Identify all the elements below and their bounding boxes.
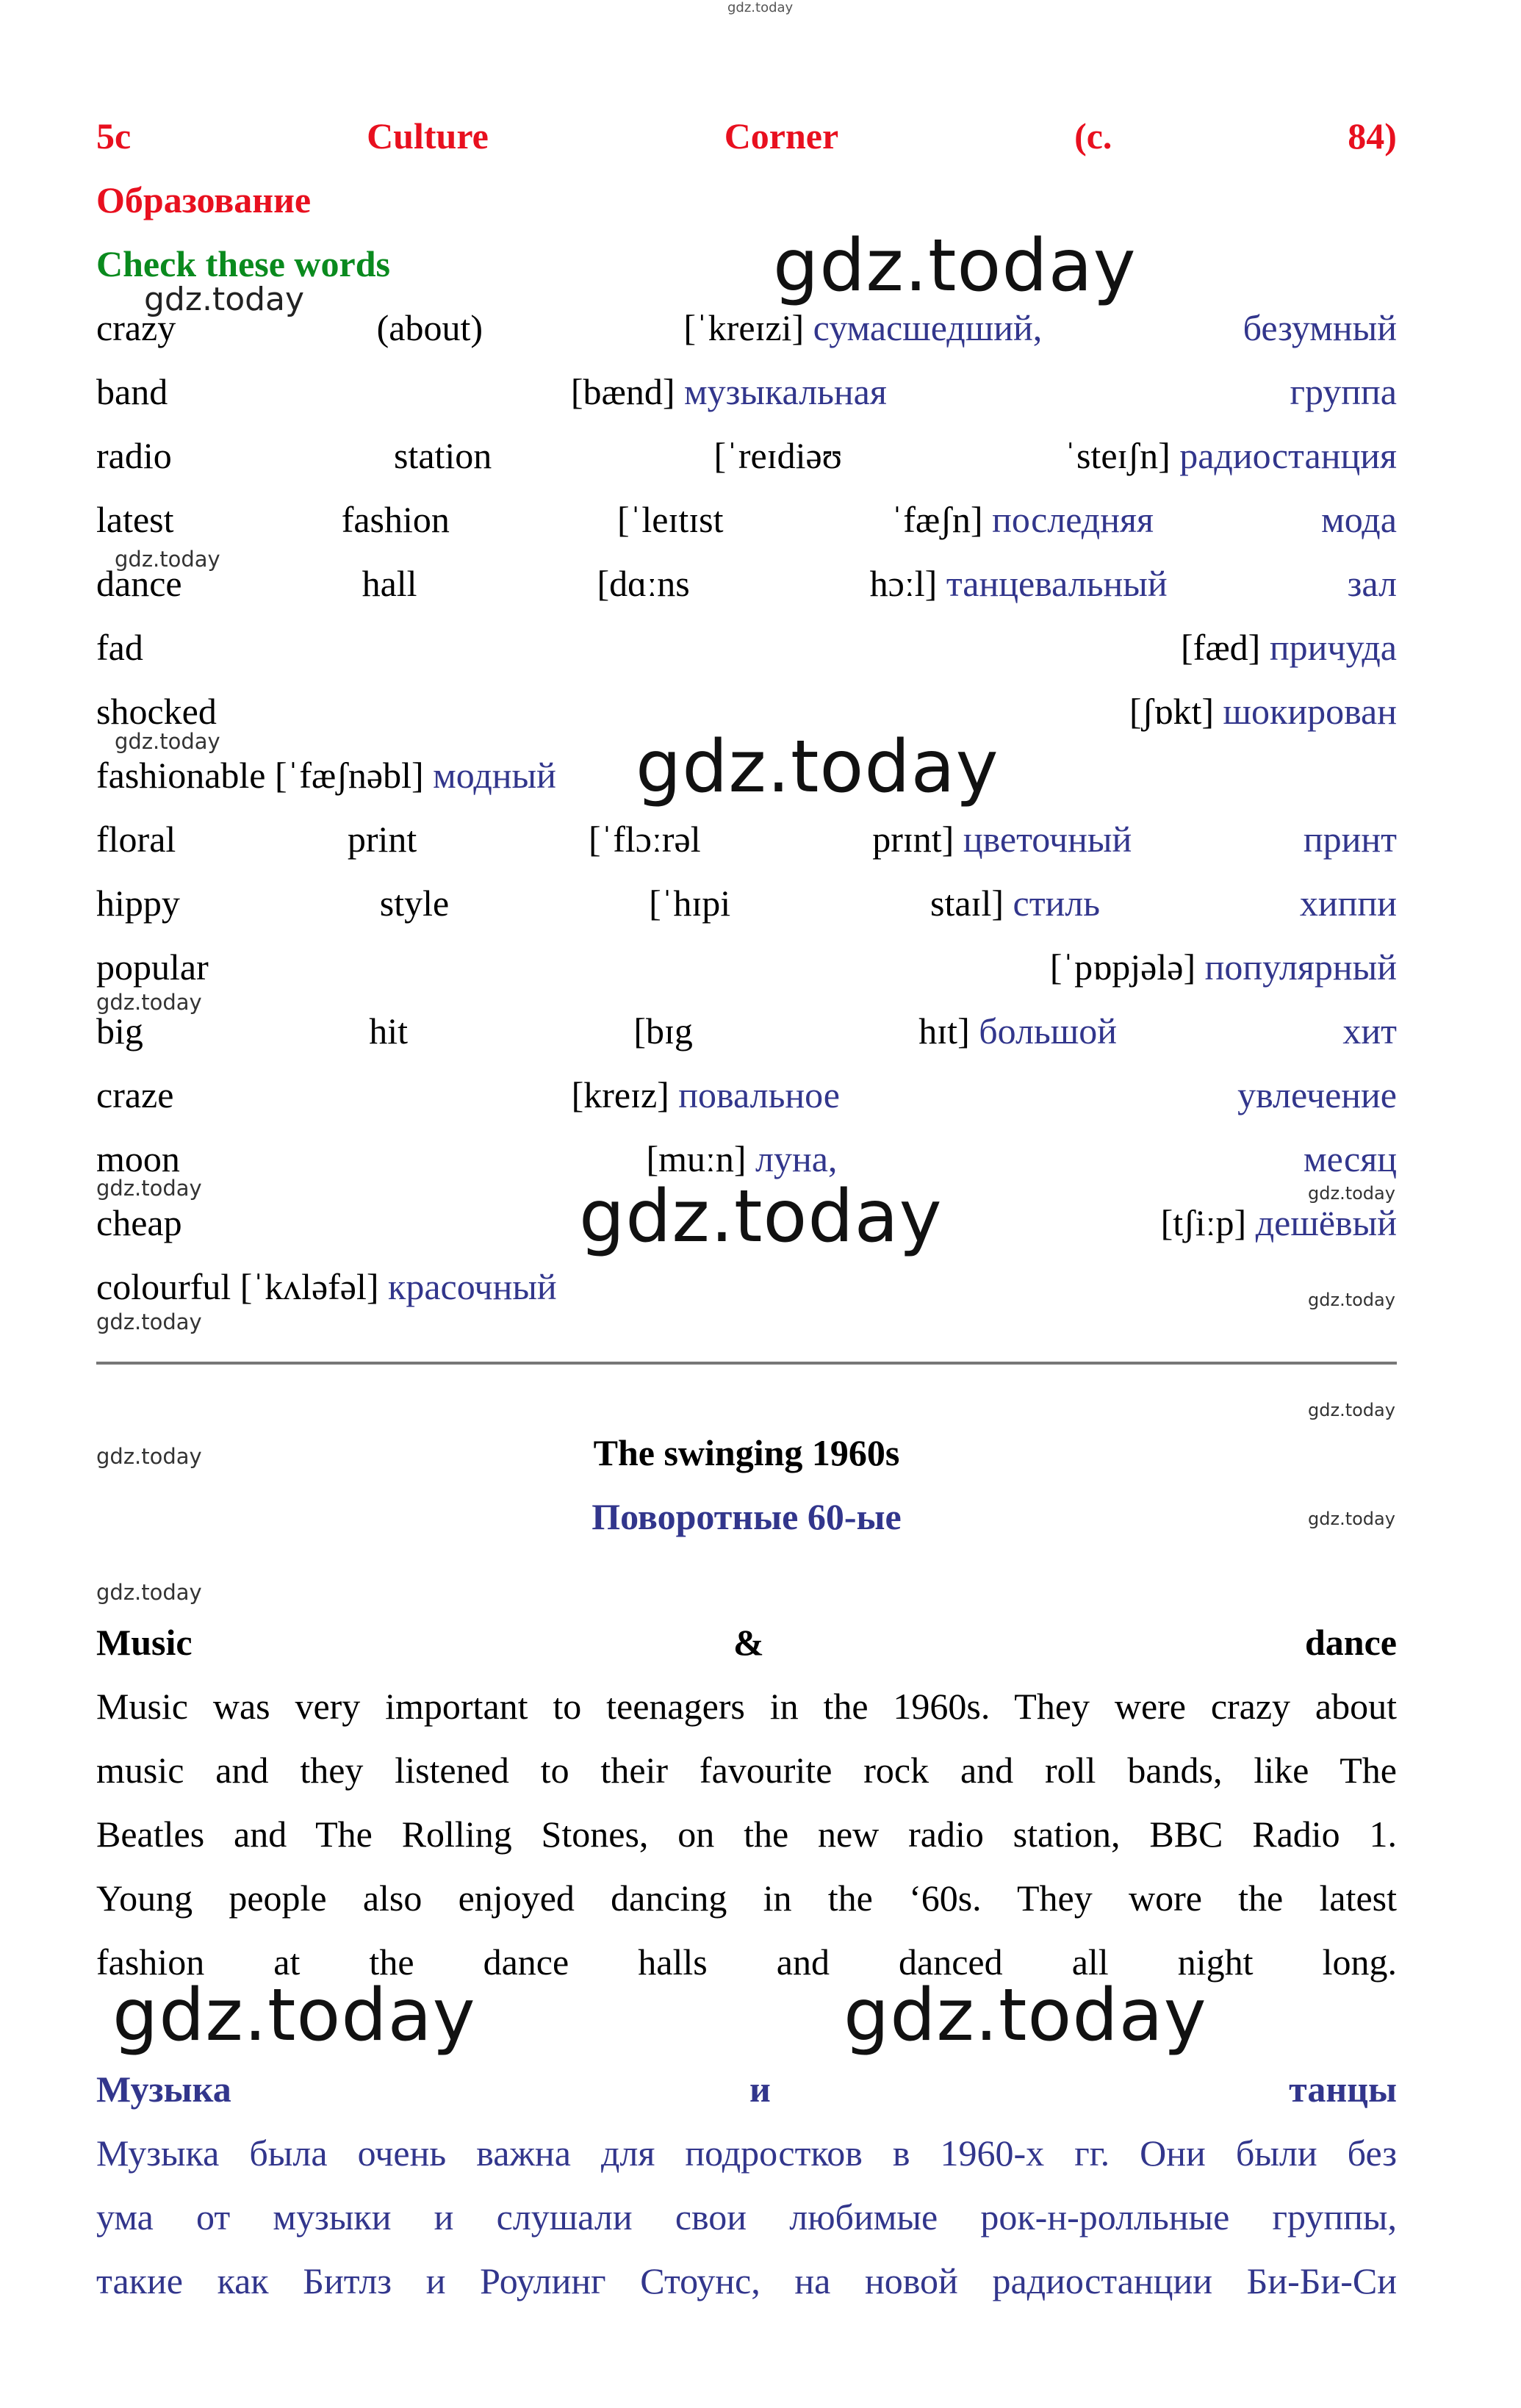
check-words-heading: Check these words <box>96 243 390 284</box>
vocab-transcription: hɪt] <box>918 1010 970 1052</box>
watermark: gdz.today <box>115 729 220 754</box>
watermark: gdz.today <box>844 1974 1207 2057</box>
paragraph-line-ru: ума от музыки и слушали свои любимые рок-н-ролльные группы, <box>96 2196 1397 2238</box>
vocab-word: station <box>393 435 492 476</box>
vocab-translation: хит <box>1342 1010 1397 1052</box>
vocab-transcription: hɔːl] <box>869 563 938 604</box>
vocab-row <box>96 808 1397 871</box>
vocab-row <box>96 552 1397 616</box>
vocab-word: cheap <box>96 1202 182 1243</box>
vocab-word: dance <box>96 563 182 604</box>
vocab-transcription: [kreɪz] <box>571 1074 669 1115</box>
vocab-word: style <box>379 883 450 924</box>
vocab-translation: хиппи <box>1299 883 1397 924</box>
paragraph-line-en: Beatles and The Rolling Stones, on the new radio station, BBC Radio 1. <box>96 1814 1397 1855</box>
watermark: gdz.today <box>579 1175 943 1259</box>
watermark: gdz.today <box>1308 1400 1395 1420</box>
vocab-word: floral <box>96 819 176 860</box>
watermark: gdz.today <box>96 990 202 1015</box>
heading-word: и <box>749 2069 771 2110</box>
vocab-word: hippy <box>96 883 180 924</box>
vocab-transcription: ˈsteɪʃn] <box>1064 435 1171 476</box>
section-heading-ru <box>96 2057 1397 2121</box>
watermark: gdz.today <box>636 725 999 809</box>
article-title-ru: Поворотные 60-ые <box>592 1496 902 1537</box>
watermark: gdz.today <box>1308 1509 1395 1529</box>
vocab-translation: сумасшедший, <box>813 307 1043 348</box>
vocab-translation: месяц <box>1303 1138 1397 1179</box>
vocab-transcription: [ʃɒkt] <box>1129 691 1215 732</box>
watermark-top: gdz.today <box>727 0 794 15</box>
title-part: Culture <box>367 115 489 157</box>
watermark: gdz.today <box>96 1176 202 1201</box>
vocab-translation: красочный <box>388 1266 557 1307</box>
vocab-word: fashion <box>341 499 450 540</box>
watermark: gdz.today <box>96 1309 202 1334</box>
paragraph-line-ru: Музыка была очень важна для подростков в 1960-х гг. Они были без <box>96 2132 1397 2174</box>
vocab-word: fad <box>96 627 143 668</box>
subject-heading: Образование <box>96 179 312 220</box>
vocab-row <box>96 1063 1397 1127</box>
watermark: gdz.today <box>96 1444 202 1469</box>
vocab-translation: стиль <box>1013 883 1101 924</box>
heading-word: Музыка <box>96 2069 231 2110</box>
vocab-row <box>96 616 1397 680</box>
vocab-word: big <box>96 1010 143 1052</box>
vocab-transcription: [ˈreɪdiəʊ <box>713 435 843 476</box>
watermark: gdz.today <box>96 1580 202 1605</box>
vocab-word: crazy <box>96 307 176 348</box>
paragraph-line-en: Young people also enjoyed dancing in the ‘60s. They wore the latest <box>96 1877 1397 1919</box>
vocab-word: craze <box>96 1074 174 1115</box>
vocab-transcription: [bɪg <box>633 1010 693 1052</box>
vocab-translation: группа <box>1290 371 1397 412</box>
paragraph-line-en: fashion at the dance halls and danced all night long. <box>96 1941 1397 1983</box>
vocab-translation: последняя <box>992 499 1154 540</box>
paragraph-line-en: music and they listened to their favourite rock and roll bands, like The <box>96 1750 1397 1791</box>
vocab-translation: радиостанция <box>1179 435 1397 476</box>
vocab-word: print <box>347 819 417 860</box>
vocab-transcription: [ˈflɔːrəl <box>588 819 701 860</box>
vocab-transcription: staɪl] <box>930 883 1004 924</box>
vocab-word: (about) <box>376 307 483 348</box>
vocab-translation: зал <box>1347 563 1397 604</box>
vocab-transcription: [ˈleɪtɪst <box>617 499 724 540</box>
vocab-word: hall <box>362 563 417 604</box>
vocab-translation: увлечение <box>1237 1074 1397 1115</box>
vocab-word: popular <box>96 946 209 988</box>
vocab-transcription: [ˈkreɪzi] <box>683 307 805 348</box>
vocab-translation: луна, <box>755 1138 838 1179</box>
vocab-transcription: [tʃiːp] <box>1160 1202 1247 1243</box>
vocab-word: shocked <box>96 691 217 732</box>
vocab-translation: популярный <box>1204 946 1397 988</box>
vocab-transcription: [ˈhɪpi <box>649 883 731 924</box>
watermark: gdz.today <box>115 547 220 572</box>
vocab-translation: музыкальная <box>683 371 887 412</box>
vocab-translation: цветочный <box>963 819 1132 860</box>
section-heading-en <box>96 1611 1397 1675</box>
vocab-transcription: [muːn] <box>646 1138 747 1179</box>
vocab-row <box>96 871 1397 935</box>
vocab-transcription: ˈfæʃn] <box>891 499 983 540</box>
heading-word: танцы <box>1289 2069 1397 2110</box>
vocab-row <box>96 935 1397 999</box>
vocab-row <box>96 360 1397 424</box>
paragraph-line-en: Music was very important to teenagers in the 1960s. They were crazy about <box>96 1686 1397 1727</box>
watermark: gdz.today <box>112 1974 476 2057</box>
watermark: gdz.today <box>1308 1183 1395 1204</box>
heading-word: & <box>733 1622 764 1663</box>
vocab-translation: модный <box>433 755 556 796</box>
vocab-transcription: prɪnt] <box>872 819 954 860</box>
article-title: The swinging 1960s <box>593 1432 900 1473</box>
vocab-word: radio <box>96 435 172 476</box>
vocab-translation: дешёвый <box>1255 1202 1397 1243</box>
watermark: gdz.today <box>1308 1290 1395 1310</box>
section-divider <box>96 1362 1397 1365</box>
vocab-translation: большой <box>979 1010 1118 1052</box>
title-part: 5c <box>96 115 132 157</box>
vocab-transcription: [dɑːns <box>597 563 690 604</box>
vocab-translation: шокирован <box>1223 691 1397 732</box>
vocab-transcription: [ˈpɒpjələ] <box>1049 946 1196 988</box>
vocab-row <box>96 424 1397 488</box>
vocab-word: band <box>96 371 168 412</box>
vocab-word: latest <box>96 499 174 540</box>
heading-word: dance <box>1304 1622 1397 1663</box>
watermark: gdz.today <box>773 224 1137 308</box>
vocab-translation: танцевальный <box>946 563 1168 604</box>
vocab-row <box>96 999 1397 1063</box>
vocab-translation: повальное <box>678 1074 840 1115</box>
vocab-transcription: [fæd] <box>1181 627 1261 668</box>
vocab-row <box>96 1255 1397 1319</box>
vocab-translation: мода <box>1321 499 1397 540</box>
vocab-word: colourful [ˈkʌləfəl] <box>96 1266 379 1307</box>
watermark: gdz.today <box>144 281 305 318</box>
vocab-word: moon <box>96 1138 180 1179</box>
vocab-translation: принт <box>1303 819 1397 860</box>
vocab-translation: причуда <box>1269 627 1397 668</box>
paragraph-line-ru: такие как Битлз и Роулинг Стоунс, на новой радиостанции Би-Би-Си <box>96 2260 1397 2301</box>
vocab-row <box>96 488 1397 552</box>
title-part: (c. <box>1074 115 1112 157</box>
lesson-title <box>96 104 1397 168</box>
vocab-translation: безумный <box>1243 307 1397 348</box>
vocab-transcription: [bænd] <box>570 371 675 412</box>
heading-word: Music <box>96 1622 193 1663</box>
vocab-word: fashionable [ˈfæʃnəbl] <box>96 755 424 796</box>
title-part: 84) <box>1348 115 1397 157</box>
vocab-word: hit <box>369 1010 409 1052</box>
title-part: Corner <box>724 115 839 157</box>
